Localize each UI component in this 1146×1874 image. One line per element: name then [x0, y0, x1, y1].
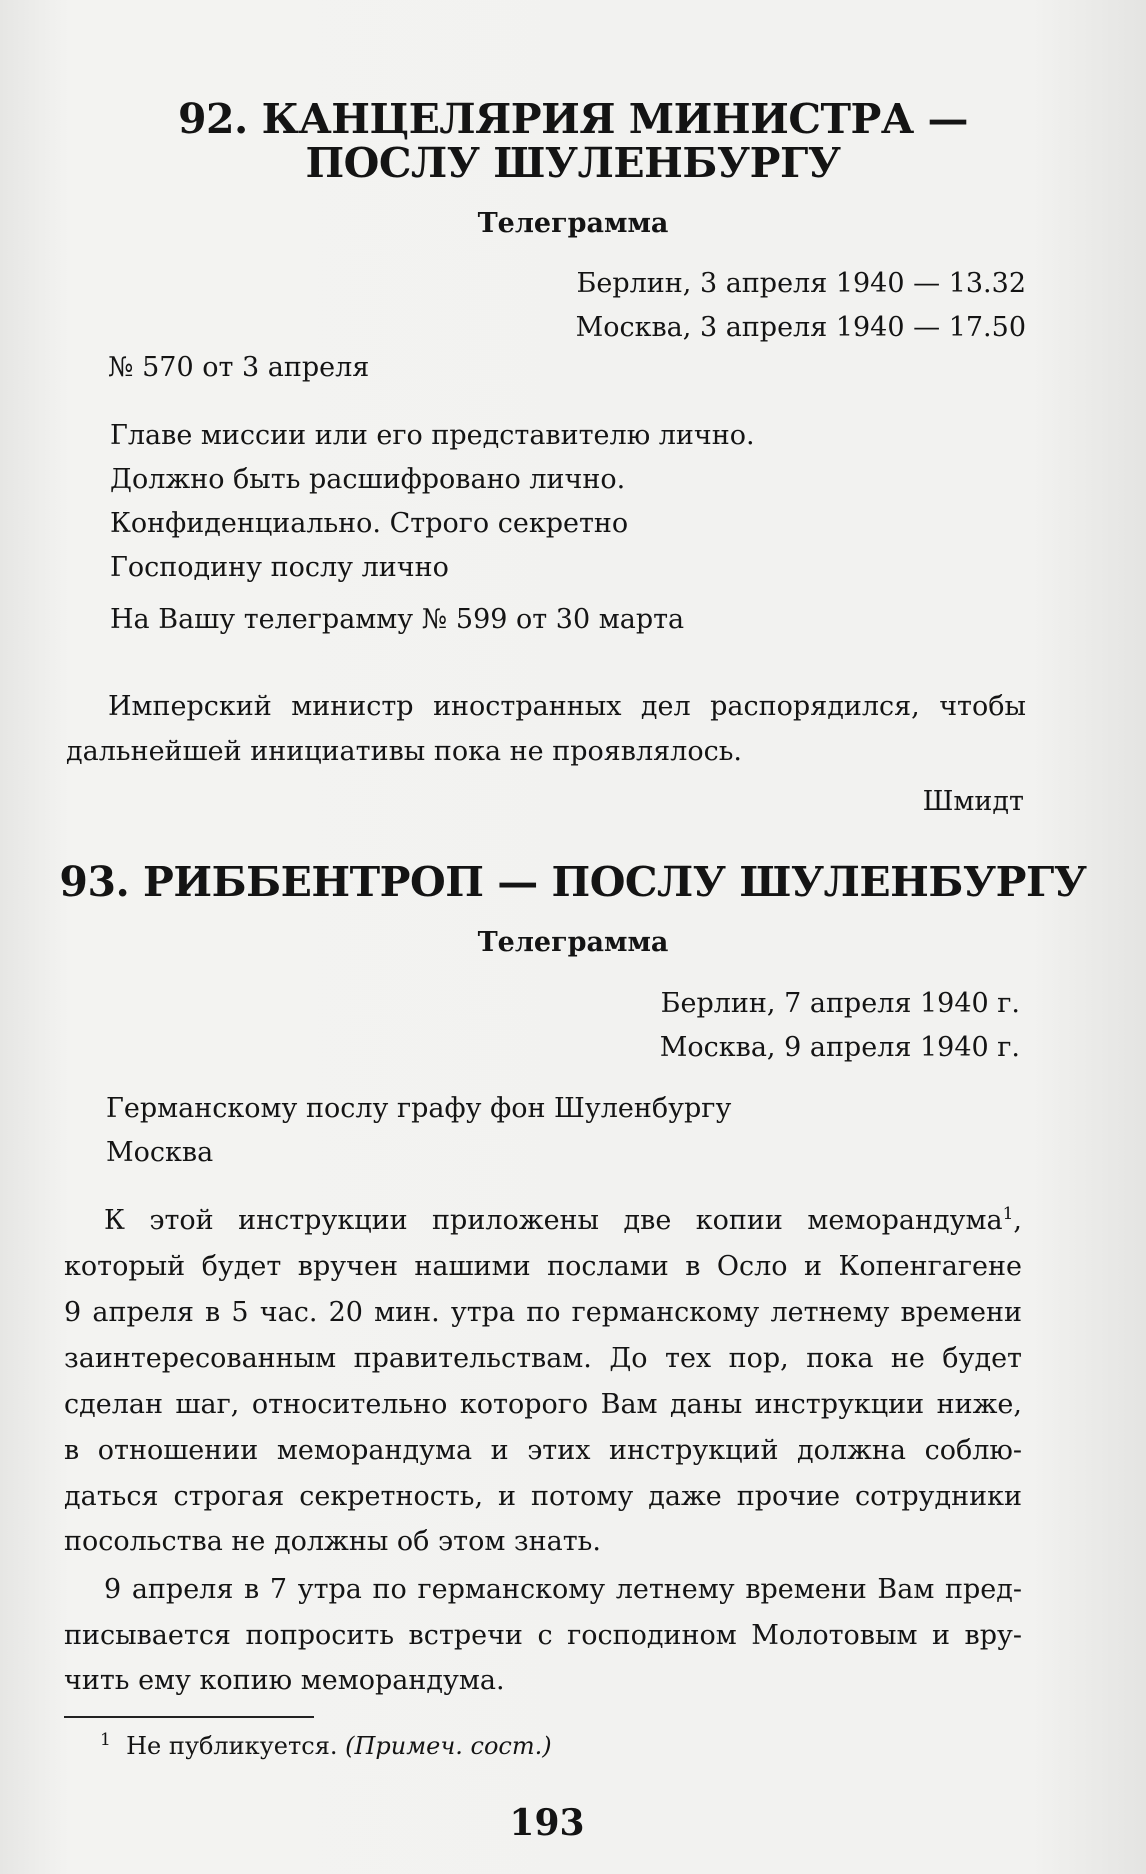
doc93-para2-last: чить ему копию меморандума.	[64, 1665, 505, 1696]
doc93-para1-line: в отношении меморандума и этих инструкций должна соблю-	[64, 1435, 1022, 1466]
doc92-heading-line1: 92. КАНЦЕЛЯРИЯ МИНИСТРА —	[177, 95, 969, 143]
doc93-addressee-line1: Германскому послу графу фон Шуленбургу	[106, 1093, 732, 1124]
doc93-sent-date: Берлин, 7 апреля 1940 г.	[660, 988, 1020, 1019]
footnote-marker: 1	[100, 1730, 111, 1750]
doc93-para1-line1-text: К этой инструкции приложены две копии меморандума	[104, 1205, 1003, 1236]
page-number: 193	[509, 1802, 585, 1844]
doc92-signature: Шмидт	[922, 786, 1024, 817]
doc92-paragraph-line1: Имперский министр иностранных дел распорядился, чтобы	[108, 691, 1026, 722]
doc93-para1-line1-end: ,	[1013, 1205, 1022, 1236]
doc93-subtitle: Телеграмма	[477, 927, 669, 958]
footnote-text: Не публикуется.	[126, 1732, 346, 1760]
doc93-para1-line: даться строгая секретность, и потому даже прочие сотрудники	[64, 1481, 1022, 1512]
doc93-para1-line: 9 апреля в 5 час. 20 мин. утра по германскому летнему времени	[64, 1297, 1022, 1328]
footnote-reference: 1	[1002, 1204, 1014, 1224]
doc93-addressee-line2: Москва	[106, 1137, 214, 1168]
doc93-para2-line: писывается попросить встречи с господином Молотовым и вру-	[64, 1620, 1022, 1651]
doc92-line: На Вашу телеграмму № 599 от 30 марта	[110, 604, 685, 635]
doc92-received-date: Москва, 3 апреля 1940 — 17.50	[575, 312, 1026, 343]
doc92-paragraph-line2: дальнейшей инициативы пока не проявлялось.	[66, 736, 742, 767]
footnote	[100, 1732, 552, 1760]
doc92-line: Господину послу лично	[110, 552, 449, 583]
doc93-received-date: Москва, 9 апреля 1940 г.	[659, 1032, 1020, 1063]
doc92-number: № 570 от 3 апреля	[108, 352, 370, 383]
doc92-heading-line2: ПОСЛУ ШУЛЕНБУРГУ	[305, 139, 841, 187]
doc92-line: Главе миссии или его представителю лично.	[110, 420, 755, 451]
doc93-para1-line: который будет вручен нашими послами в Осло и Копенгагене	[64, 1251, 1022, 1282]
doc93-para1-line1	[104, 1205, 1022, 1236]
doc93-para1-line: заинтересованным правительствам. До тех пор, пока не будет	[64, 1343, 1022, 1374]
doc92-sent-date: Берлин, 3 апреля 1940 — 13.32	[576, 268, 1026, 299]
doc93-para2-line: 9 апреля в 7 утра по германскому летнему времени Вам пред-	[104, 1574, 1022, 1605]
doc93-heading: 93. РИББЕНТРОП — ПОСЛУ ШУЛЕНБУРГУ	[59, 858, 1087, 906]
doc92-subtitle: Телеграмма	[477, 208, 669, 239]
doc93-para1-last: посольства не должны об этом знать.	[64, 1526, 601, 1557]
footnote-rule	[64, 1716, 314, 1718]
doc93-para1-line: сделан шаг, относительно которого Вам даны инструкции ниже,	[64, 1389, 1022, 1420]
doc92-line: Должно быть расшифровано лично.	[110, 464, 626, 495]
doc92-line: Конфиденциально. Строго секретно	[110, 508, 629, 539]
footnote-italic: (Примеч. сост.)	[345, 1732, 552, 1760]
